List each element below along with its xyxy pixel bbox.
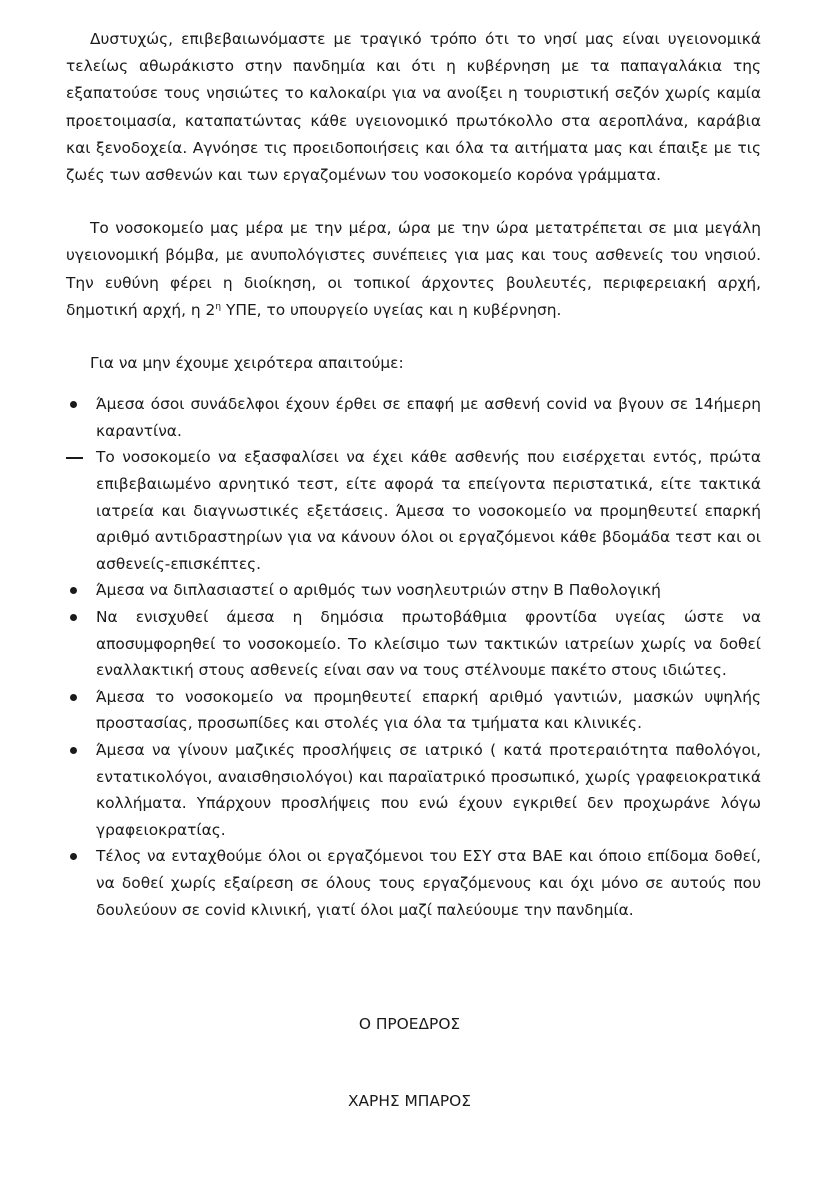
demands-intro: Για να μην έχουμε χειρότερα απαιτούμε:	[90, 354, 404, 373]
paragraph-responsibility	[66, 215, 761, 324]
dash-bullet-icon	[66, 457, 83, 459]
bullet-icon	[70, 853, 77, 860]
paragraph-responsibility-text: Το νοσοκομείο μας μέρα με την μέρα, ώρα με την ώρα μετατρέπεται σε μια μεγάλη υγειονομική βόμβα, με ανυπολόγιστες συνέπειες για μας και τους ασθενείς του νησιού. Την ευθύνη φέρει η διοίκηση, οι τοπικοί άρχοντες βουλευτές, περιφερειακή αρχή, δημοτική αρχή, η 2	[66, 219, 761, 319]
demand-text: Τέλος να ενταχθούμε όλοι οι εργαζόμενοι του ΕΣΥ στα ΒΑΕ και όποιο επίδομα δοθεί, να δοθεί χωρίς εξαίρεση σε όλους τους εργαζόμενους και όχι μόνο σε αυτούς που δουλεύουν σε covid κλινική, γιατί όλοι μαζί παλεύουμε την πανδημία.	[96, 847, 761, 919]
demand-item	[96, 391, 761, 444]
bullet-icon	[70, 694, 77, 701]
paragraph-responsibility-text-end: ΥΠΕ, το υπουργείο υγείας και η κυβέρνηση.	[221, 300, 562, 319]
paragraph-situation: Δυστυχώς, επιβεβαιωνόμαστε με τραγικό τρόπο ότι το νησί μας είναι υγειονομικά τελείως αθωράκιστο στην πανδημία και ότι η κυβέρνηση με τα παπαγαλάκια της εξαπατούσε τους νησιώτες το καλοκαίρι για να ανοίξει η τουριστική σεζόν χωρίς καμία προετοιμασία, καταπατώντας κάθε υγειονομικό πρωτόκολλο στα αεροπλάνα, καράβια και ξενοδοχεία. Αγνόησε τις προειδοποιήσεις και όλα τα αιτήματα μας και έπαιξε με τις ζωές των ασθενών και των εργαζομένων του νοσοκομείο κορόνα γράμματα.	[66, 30, 761, 185]
demand-item	[96, 577, 761, 604]
demand-text: Το νοσοκομείο να εξασφαλίσει να έχει κάθε ασθενής που εισέρχεται εντός, πρώτα επιβεβαιωμένο αρνητικό τεστ, είτε αφορά τα επείγοντα περιστατικά, είτε τακτικά ιατρεία και διαγνωστικές εξετάσεις. Άμεσα το νοσοκομείο να προμηθευτεί επαρκή αριθμό αντιδραστηρίων για να κάνουν όλοι οι εργαζόμενοι κάθε βδομάδα τεστ και οι ασθενείς-επισκέπτες.	[96, 448, 761, 573]
demand-text: Άμεσα όσοι συνάδελφοι έχουν έρθει σε επαφή με ασθενή covid να βγουν σε 14ήμερη καραντίνα.	[96, 395, 761, 440]
demands-list	[66, 391, 761, 923]
demand-item	[96, 843, 761, 923]
signature-title: Ο ΠΡΟΕΔΡΟΣ	[358, 1015, 461, 1033]
bullet-icon	[70, 587, 77, 594]
demand-text: Άμεσα το νοσοκομείο να προμηθευτεί επαρκή αριθμό γαντιών, μασκών υψηλής προστασίας, προσωπίδες και στολές για όλα τα τμήματα και κλινικές.	[96, 687, 761, 733]
demand-item	[96, 684, 761, 737]
demand-text: Να ενισχυθεί άμεσα η δημόσια πρωτοβάθμια φροντίδα υγείας ώστε να αποσυμφορηθεί το νοσοκομείο. Το κλείσιμο των τακτικών ιατρείων χωρίς να δοθεί εναλλακτική στους ασθενείς είναι σαν να τους στέλνουμε πακέτο στους ιδιώτες.	[96, 607, 761, 680]
demand-item	[96, 604, 761, 684]
bullet-icon	[70, 401, 77, 408]
demand-item	[96, 444, 761, 577]
bullet-icon	[70, 747, 77, 754]
demand-item	[96, 737, 761, 843]
bullet-icon	[70, 614, 77, 621]
signature-name: ΧΑΡΗΣ ΜΠΑΡΟΣ	[347, 1092, 472, 1110]
demand-text: Άμεσα να γίνουν μαζικές προσλήψεις σε ιατρικό ( κατά προτεραιότητα παθολόγοι, εντατικολόγοι, αναισθησιολόγοι) και παραϊατρικό προσωπικό, χωρίς γραφειοκρατικά κολλήματα. Υπάρχουν προσλήψεις που ενώ έχουν εγκριθεί δεν προχωράνε λόγω γραφειοκρατίας.	[96, 740, 761, 839]
demand-text: Άμεσα να διπλασιαστεί ο αριθμός των νοσηλευτριών στην Β Παθολογική	[96, 581, 661, 600]
ordinal-superscript: η	[215, 301, 222, 312]
